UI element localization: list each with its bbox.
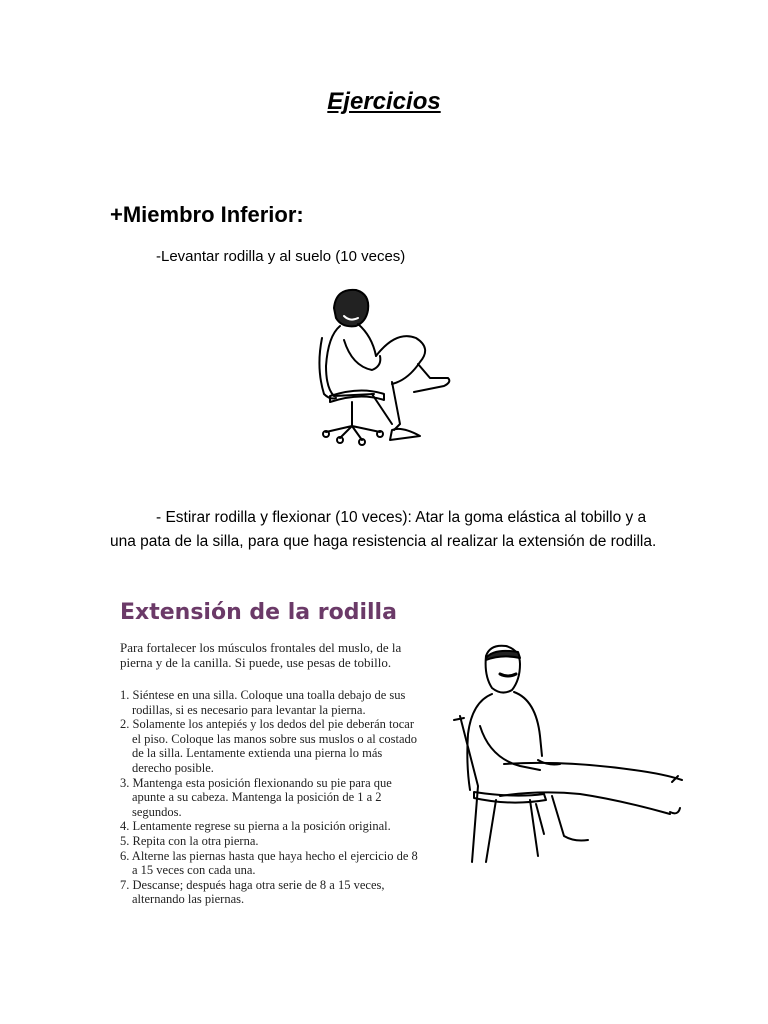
knee-extension-steps	[120, 688, 420, 907]
knee-extension-heading: Extensión de la rodilla	[120, 600, 397, 625]
knee-extension-intro: Para fortalecer los músculos frontales del muslo, de la pierna y de la canilla. Si puede, use pesas de tobillo.	[120, 640, 402, 670]
exercise-2-text: - Estirar rodilla y flexionar (10 veces): Atar la goma elástica al tobillo y a una pata de la silla, para que haga resistencia al realizar la extensión de rodilla.	[110, 509, 657, 550]
step-item: 3. Mantenga esta posición flexionando su pie para que apunte a su cabeza. Mantenga la posición de 1 a 2 segundos.	[120, 775, 392, 819]
step-item: 2. Solamente los antepiés y los dedos del pie deberán tocar el piso. Coloque las manos sobre sus muslos o al costado de la silla. Lentamente extienda una pierna lo más derecho posible.	[120, 717, 418, 775]
step-item: 7. Descanse; después haga otra serie de 8 a 15 veces, alternando las piernas.	[120, 877, 385, 907]
step-item: 6. Alterne las piernas hasta que haya hecho el ejercicio de 8 a 15 veces con cada una.	[120, 848, 418, 878]
exercise-1-text: -Levantar rodilla y al suelo (10 veces)	[156, 248, 406, 265]
step-item: 4. Lentamente regrese su pierna a la posición original.	[120, 819, 391, 834]
seated-knee-raise-illustration	[300, 278, 460, 458]
step-item: 1. Siéntese en una silla. Coloque una toalla debajo de sus rodillas, si es necesario para levantar la pierna.	[120, 688, 406, 717]
step-item: 5. Repita con la otra pierna.	[120, 833, 259, 848]
page-title: Ejercicios	[327, 88, 441, 115]
knee-extension-illustration	[440, 636, 690, 866]
section-heading: +Miembro Inferior:	[110, 202, 304, 227]
